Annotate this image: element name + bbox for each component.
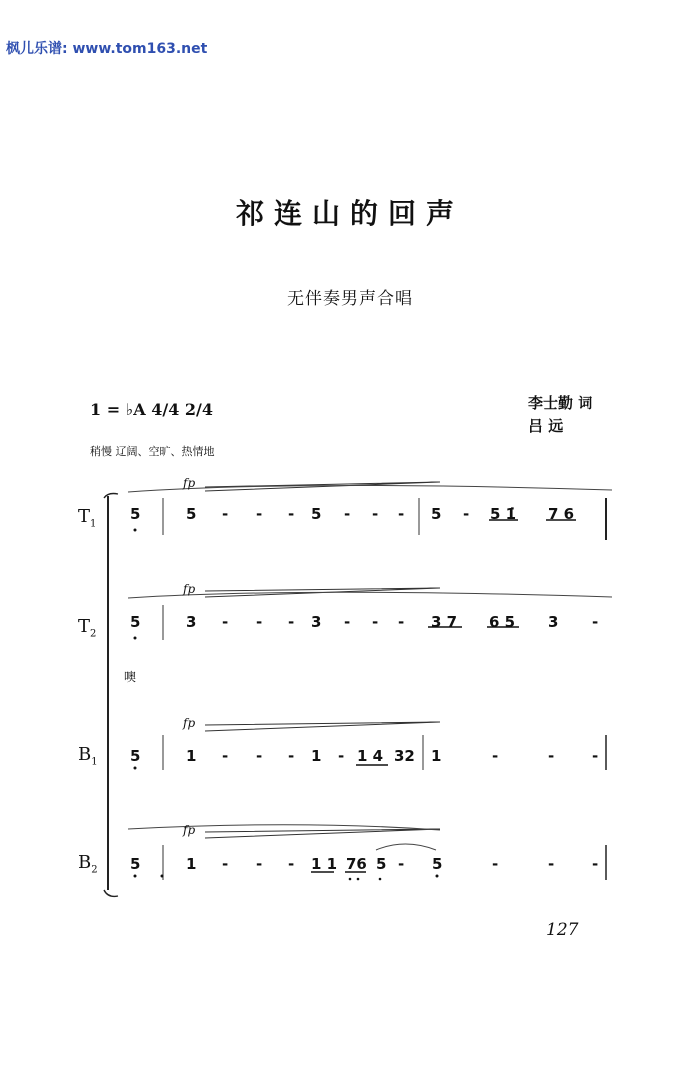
part-label-t2: $T_2$ (78, 616, 97, 640)
note: 5 (130, 747, 141, 765)
song-title: 祁连山的回声 (235, 197, 464, 230)
lyricist-role: 词 (578, 396, 593, 412)
note: - (492, 747, 499, 765)
note: 3 (548, 613, 559, 631)
note: - (222, 855, 229, 873)
note: - (338, 747, 345, 765)
note: 5 (130, 855, 141, 873)
note: - (256, 855, 263, 873)
note: 5 (130, 505, 141, 523)
lyricist: 李士勤 (528, 394, 574, 412)
part-label-t1: $T_1$ (78, 506, 97, 530)
note: 76 (346, 855, 367, 873)
song-subtitle: 无伴奏男声合唱 (287, 289, 413, 309)
dynamic-mark-b1: fp (183, 716, 196, 730)
note: - (256, 747, 263, 765)
note: - (372, 613, 379, 631)
note: 5 (130, 613, 141, 631)
note: 1 (186, 855, 197, 873)
note: 3 (186, 613, 197, 631)
note: - (548, 855, 555, 873)
note: 1 (431, 747, 442, 765)
tempo-marking: 稍慢 辽阔、空旷、热情地 (90, 445, 215, 458)
note: 5 1̇ (490, 505, 517, 523)
note: 5 (432, 855, 443, 873)
note: - (398, 613, 405, 631)
note: 5 (186, 505, 197, 523)
page-number: 127 (546, 920, 579, 940)
note: 6 5 (489, 613, 516, 631)
note: - (344, 613, 351, 631)
lyric-syllable: 噢 (124, 670, 137, 684)
note: 1 4 (357, 747, 384, 765)
note: - (592, 613, 599, 631)
note: - (222, 613, 229, 631)
dynamic-mark-t1: fp (183, 476, 196, 490)
watermark: 枫儿乐谱: www.tom163.net (6, 41, 208, 57)
dynamic-mark-b2: fp (183, 823, 196, 837)
part-label-b1: $B_1$ (78, 744, 98, 768)
note: 1 (186, 747, 197, 765)
note: - (288, 613, 295, 631)
note: 7 6 (548, 505, 575, 523)
dynamic-mark-t2: fp (183, 582, 196, 596)
note: - (372, 505, 379, 523)
note: 1 (311, 747, 322, 765)
note: 5 (431, 505, 442, 523)
note: 32 (394, 747, 415, 765)
note: - (288, 747, 295, 765)
note: - (398, 855, 405, 873)
part-label-b2: $B_2$ (78, 852, 98, 876)
note: - (344, 505, 351, 523)
note: 1 1 (311, 855, 338, 873)
note: - (256, 505, 263, 523)
note: - (256, 613, 263, 631)
note: - (463, 505, 470, 523)
note: - (592, 747, 599, 765)
key-signature: 1 = ♭A 4/4 2/4 (90, 400, 213, 419)
note: 5 (311, 505, 322, 523)
note: 3 (311, 613, 322, 631)
note: - (222, 505, 229, 523)
composer: 吕 远 (528, 417, 564, 435)
note: 3 7 (431, 613, 458, 631)
note: 5 (376, 855, 387, 873)
note: - (288, 855, 295, 873)
note: - (398, 505, 405, 523)
note: - (492, 855, 499, 873)
note: - (288, 505, 295, 523)
note: - (548, 747, 555, 765)
note: - (592, 855, 599, 873)
note: - (222, 747, 229, 765)
